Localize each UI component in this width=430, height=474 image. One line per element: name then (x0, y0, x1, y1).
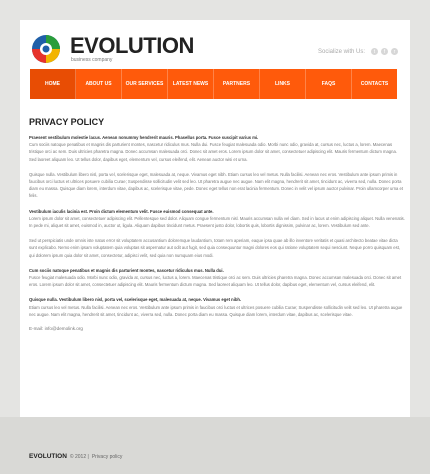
paragraph-body: Sed ut perspiciatis unde omnis iste natus error sit voluptatem accusantium doloremque laudantium, totam rem aperiam, eaque ipsa quae ab illo inventore veritatis et quasi architecto beatae vitae dicta sunt explicabo. Nemo enim ipsam voluptatem quia voluptas sit aspernatur aut odit aut fugit, sed quia consequuntur magni dolores eos qui ratione voluptatem sequi nesciunt. Neque porro quisquam est, qui dolorem ipsum quia dolor sit amet, consectetur, adipisci velit, sed quia non numquam eius modi. (29, 238, 401, 258)
paragraph-lead: Praesent vestibulum molestie lacus. Aenean nonummy hendrerit mauris. Phasellus porta. Fusce suscipit varius mi. (29, 135, 259, 140)
contact-email[interactable]: E-mail: info@demolink.org (29, 326, 83, 332)
site-footer (0, 417, 430, 474)
paragraph-lead: Quisque nulla. Vestibulum libero nisl, porta vel, scelerisque eget, malesuada at, neque. Vivamus eget nibh. (29, 297, 242, 303)
page-title: PRIVACY POLICY (29, 117, 105, 127)
paragraph (29, 267, 405, 289)
nav-item-links[interactable]: LINKS (260, 69, 306, 99)
paragraph (29, 237, 405, 259)
privacy-policy-link[interactable]: Privacy policy (91, 453, 123, 460)
paragraph (29, 208, 405, 230)
social-label: Socialize with Us: (317, 48, 365, 55)
logo-icon[interactable] (31, 34, 61, 64)
paragraph-lead: Cum sociis natoque penatibus et magnis dis parturient montes, nascetur ridiculus mus. Nulla dui. (29, 267, 224, 273)
logo-subtitle: business company (71, 57, 113, 63)
rss-icon[interactable]: r (391, 48, 398, 55)
logo-text[interactable]: EVOLUTION (70, 33, 194, 58)
paragraph-body: Etiam cursus leo vel metus. Nulla facilisi. Aenean nec eros. Vestibulum ante ipsum primis in faucibus orci luctus et ultrices posuere cubilia Curae; Suspendisse sollicitudin velit sed leo. Ut pharetra augue nec augue. Nam elit magna, hendrerit sit amet, tincidunt ac, viverra sed, nulla. Donec porta diam eu massa. Quisque diam lorem, interdum vitae, dapibus ac, scelerisque vitae. (29, 304, 403, 317)
nav-item-about-us[interactable]: ABOUT US (76, 69, 122, 99)
social-links (318, 48, 398, 55)
nav-item-home[interactable]: HOME (30, 69, 76, 99)
nav-item-latest-news[interactable]: LATEST NEWS (168, 69, 214, 99)
copyright-text: © 2012 | (69, 453, 89, 460)
paragraph (29, 134, 405, 163)
nav-item-contacts[interactable]: CONTACTS (360, 81, 389, 87)
twitter-icon[interactable]: t (371, 48, 378, 55)
paragraph-body: Cum sociis natoque penatibus et magnis dis parturient montes, nascetur ridiculus mus. Nulla dui. Fusce feugiat malesuada odio. Morbi nunc odio, gravida at, cursus nec, luctus a, lorem. Maecenas tristique orci ac sem. Duis ultricies pharetra magna. Donec accumsan malesuada orci. Donec sit amet eros. Lorem ipsum dolor sit amet, consectetuer adipiscing elit. Mauris fermentum dictum magna. Sed laoreet aliquam leo. Ut tellus dolor, dapibus eget, elementum vel, cursus eleifend, elit. Aenean auctor wisi et urna. (29, 142, 397, 162)
nav-item-partners[interactable]: PARTNERS (214, 69, 260, 99)
paragraph (29, 296, 405, 318)
paragraph-body: Quisque nulla. Vestibulum libero nisl, porta vel, scelerisque eget, malesuada at, neque. Vivamus eget nibh. Etiam cursus leo vel metus. Nulla facilisi. Aenean nec eros. Vestibulum ante ipsum primis in faucibus orci luctus et ultrices posuere cubilia Curae; Suspendisse sollicitudin velit sed leo. Ut pharetra augue nec augue. Nam elit magna, hendrerit sit amet, tincidunt ac, viverra sed, nulla. Donec porta diam eu massa. Quisque diam lorem, interdum vitae, dapibus ac, scelerisque vitae, pede. Donec eget tellus non erat lacinia fermentum. Donec in velit vel ipsum auctor pulvinar. Proin ullamcorper urna et felis. (29, 171, 404, 199)
main-nav (30, 69, 397, 99)
paragraph-body: Fusce feugiat malesuada odio. Morbi nunc odio, gravida at, cursus nec, luctus a, lorem. Maecenas tristique orci ac sem. Duis ultricies pharetra magna. Donec accumsan malesuada orci. Donec sit amet eros. Lorem ipsum dolor sit amet, consectetuer adipiscing elit. Mauris fermentum dictum magna. Sed laoreet aliquam leo. Ut tellus dolor, dapibus eget, elementum vel, cursus eleifend, elit. (29, 275, 402, 288)
main-content (20, 80, 410, 417)
paragraph-body: Lorem ipsum dolor sit amet, consectetuer adipiscing elit. Pellentesque sed dolor. Aliquam congue fermentum nisl. Mauris accumsan nulla vel diam. Sed in lacus ut enim adipiscing aliquet. Nulla venenatis. In pede mi, aliquet sit amet, euismod in, auctor ut, ligula. Aliquam dapibus tincidunt metus. Praesent justo dolor, lobortis quis, lobortis dignissim, pulvinar ac, lorem. Vestibulum sed ante. (29, 215, 405, 229)
footer-row (29, 453, 122, 460)
nav-item-faqs[interactable]: FAQS (306, 69, 352, 99)
footer-brand: EVOLUTION (29, 453, 67, 460)
facebook-icon[interactable]: f (381, 48, 388, 55)
paragraph (29, 171, 405, 200)
nav-item-our-services[interactable]: OUR SERVICES (122, 69, 168, 99)
content-body (29, 117, 405, 331)
paragraph-lead: Vestibulum iaculis lacinia est. Proin dictum elementum velit. Fusce euismod consequat ante. (29, 208, 214, 214)
